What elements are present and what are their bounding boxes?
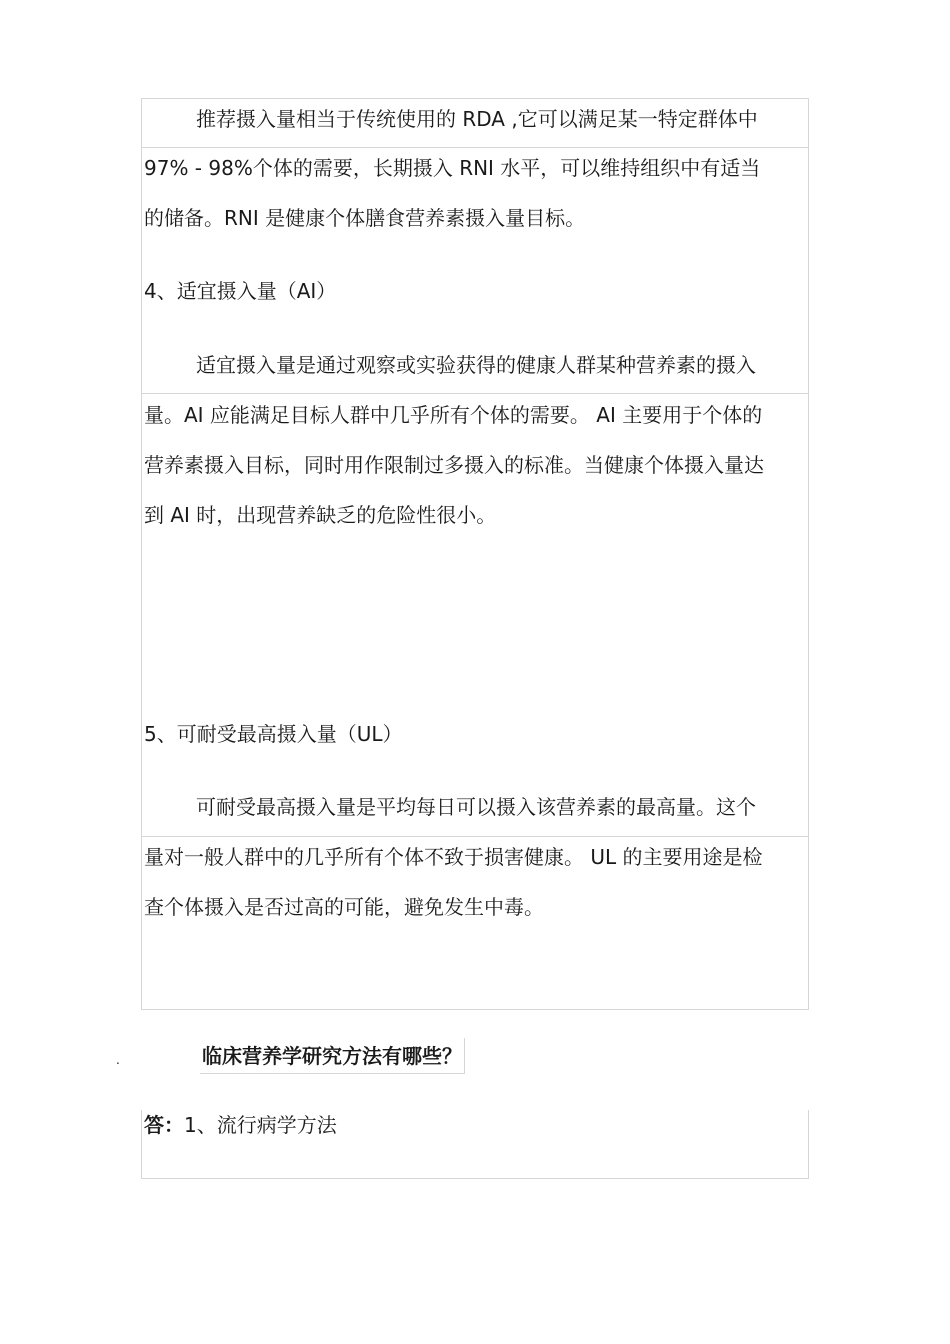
ai-line-1: 适宜摄入量是通过观察或实验获得的健康人群某种营养素的摄入: [196, 353, 756, 377]
frame-bottom-line: [141, 1009, 809, 1010]
frame-line-2: [141, 393, 809, 394]
ul-line-1: 可耐受最高摄入量是平均每日可以摄入该营养素的最高量。这个: [196, 795, 756, 819]
answer-line: [144, 1110, 337, 1140]
question-heading: 临床营养学研究方法有哪些？: [200, 1038, 465, 1074]
frame-top-line: [141, 98, 809, 99]
answer-text: 1、流行病学方法: [184, 1113, 337, 1137]
ul-line-2: 量对一般人群中的几乎所有个体不致于损害健康。 UL 的主要用途是检: [144, 845, 763, 869]
ai-heading: 4、适宜摄入量（AI）: [144, 279, 337, 303]
rni-line-2: 97% - 98%个体的需要，长期摄入 RNI 水平，可以维持组织中有适当: [144, 156, 761, 180]
question-bullet: .: [116, 1053, 120, 1067]
ai-line-2: 量。AI 应能满足目标人群中几乎所有个体的需要。 AI 主要用于个体的: [144, 403, 763, 427]
frame-line-1: [141, 147, 809, 148]
text-frame-upper: [141, 98, 809, 1010]
frame-line-3: [141, 836, 809, 837]
ai-line-3: 营养素摄入目标，同时用作限制过多摄入的标准。当健康个体摄入量达: [144, 453, 764, 477]
rni-line-3: 的储备。RNI 是健康个体膳食营养素摄入量目标。: [144, 206, 586, 230]
ai-line-4: 到 AI 时，出现营养缺乏的危险性很小。: [144, 503, 497, 527]
answer-frame-bottom: [141, 1178, 809, 1179]
rni-line-1: 推荐摄入量相当于传统使用的 RDA ,它可以满足某一特定群体中: [196, 107, 758, 131]
answer-label: 答：: [144, 1113, 184, 1137]
ul-heading: 5、可耐受最高摄入量（UL）: [144, 722, 403, 746]
ul-line-3: 查个体摄入是否过高的可能，避免发生中毒。: [144, 895, 544, 919]
